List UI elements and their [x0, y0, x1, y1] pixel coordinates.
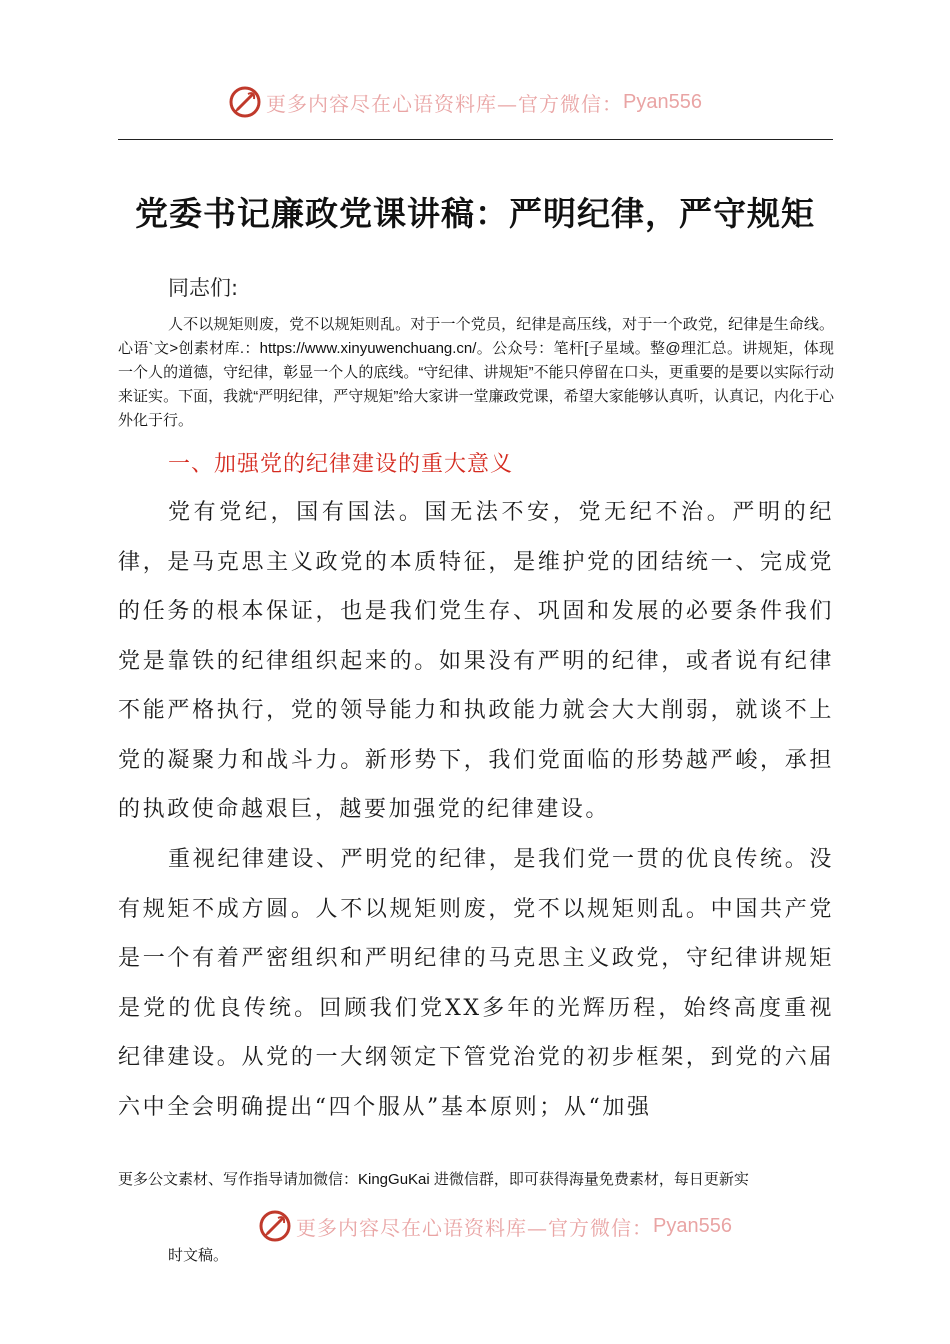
watermark-header — [228, 84, 702, 120]
pen-logo-icon — [228, 85, 262, 119]
salutation: 同志们: — [168, 276, 239, 300]
intro-paragraph: 人不以规矩则废，党不以规矩则乱。对于一个党员，纪律是高压线，对于一个政党，纪律是生命线。心语`文>创素材库.：https://www.xinyuwenchuang.cn/。公众号：笔杆[子星域。整@理汇总。讲规矩，体现一个人的道德，守纪律，彰显一个人的底线。“守纪律、讲规矩”不能只停留在口头，更重要的是要以实际行动来证实。下面，我就“严明纪律，严守规矩”给大家讲一堂廉政党课，希望大家能够认真听，认真记，内化于心外化于行。 — [118, 316, 834, 429]
footer-note: 更多公文素材、写作指导请加微信：KingGuKai 进微信群，即可获得海量免费素材，每日更新实 — [118, 1171, 749, 1188]
pen-logo-icon — [258, 1209, 292, 1243]
document-title: 党委书记廉政党课讲稿：严明纪律，严守规矩 — [135, 194, 815, 233]
watermark-text: 更多内容尽在心语资料库—官方微信： — [296, 1215, 653, 1240]
section-heading: 一、加强党的纪律建设的重大意义 — [168, 452, 514, 477]
body-paragraph: 重视纪律建设、严明党的纪律，是我们党一贯的优良传统。没有规矩不成方圆。人不以规矩则废，党不以规矩则乱。中国共产党是一个有着严密组织和严明纪律的马克思主义政党，守纪律讲规矩是党的优良传统。回顾我们党XX多年的光辉历程，始终高度重视纪律建设。从党的一大纲领定下管党治党的初步框架，到党的六届六中全会明确提出“四个服从”基本原则；从“加强 — [118, 847, 834, 1120]
watermark-text: 更多内容尽在心语资料库—官方微信： — [266, 91, 623, 116]
body-paragraph: 党有党纪，国有国法。国无法不安，党无纪不治。严明的纪律，是马克思主义政党的本质特征，是维护党的团结统一、完成党的任务的根本保证，也是我们党生存、巩固和发展的必要条件我们党是靠铁的纪律组织起来的。如果没有严明的纪律，或者说有纪律不能严格执行，党的领导能力和执政能力就会大大削弱，就谈不上党的凝聚力和战斗力。新形势下，我们党面临的形势越严峻，承担的执政使命越艰巨，越要加强党的纪律建设。 — [118, 500, 834, 822]
footer-note-continued: 时文稿。 — [168, 1247, 229, 1264]
watermark-handle: Pyan556 — [623, 90, 702, 113]
watermark-handle: Pyan556 — [653, 1214, 732, 1237]
watermark-footer — [258, 1208, 732, 1244]
header-divider — [118, 139, 833, 140]
